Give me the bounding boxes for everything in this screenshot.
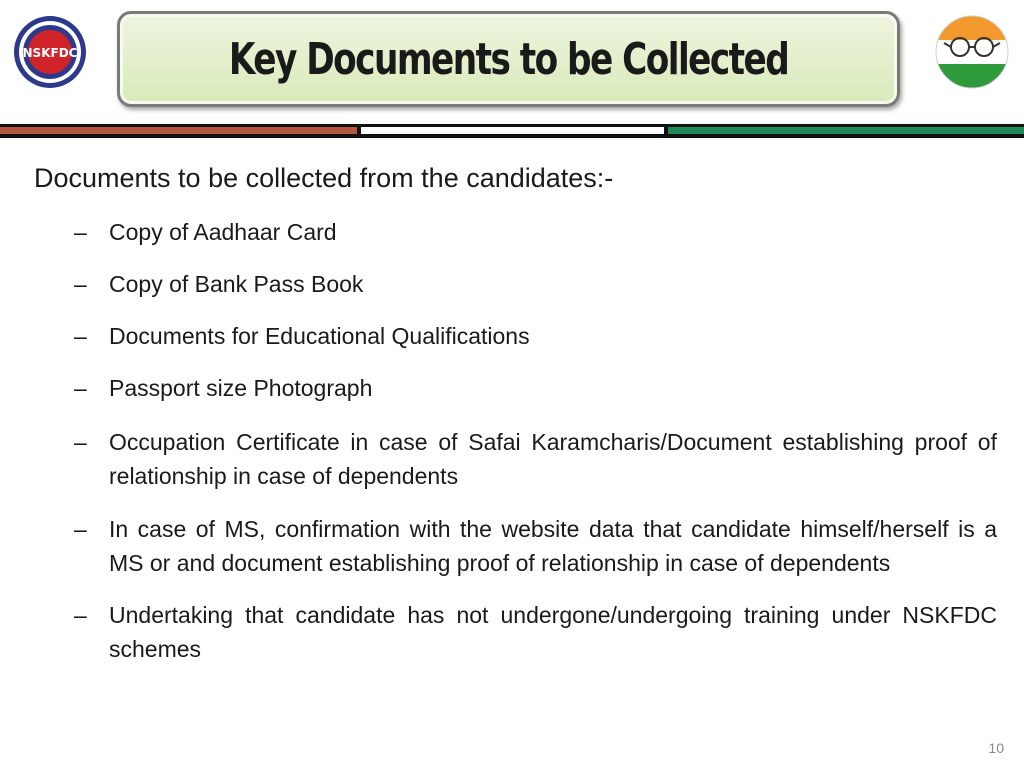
- dash-bullet: –: [74, 323, 87, 349]
- list-item: [74, 598, 997, 666]
- list-item: [74, 215, 997, 249]
- list-item: [74, 267, 997, 301]
- dash-bullet: –: [74, 271, 87, 297]
- list-item-text: Documents for Educational Qualifications: [109, 323, 530, 349]
- list-item-text: Passport size Photograph: [109, 375, 373, 401]
- list-item: [74, 512, 997, 580]
- dash-bullet: –: [74, 516, 87, 542]
- list-item-text: Copy of Aadhaar Card: [109, 219, 337, 245]
- list-item-text: In case of MS, confirmation with the website data that candidate himself/herself is a MS or and document establishing proof of relationship in case of dependents: [109, 516, 997, 576]
- documents-list: [74, 215, 997, 666]
- divider-white-segment: [361, 127, 664, 134]
- divider-green-segment: [668, 127, 1024, 134]
- dash-bullet: –: [74, 429, 87, 455]
- page-title: Key Documents to be Collected: [228, 33, 789, 85]
- list-item-text: Undertaking that candidate has not undergone/undergoing training under NSKFDC schemes: [109, 602, 997, 662]
- list-item-text: Copy of Bank Pass Book: [109, 271, 364, 297]
- list-item-text: Occupation Certificate in case of Safai Karamcharis/Document establishing proof of relationship in case of dependents: [109, 429, 997, 489]
- title-banner: [117, 11, 900, 107]
- dash-bullet: –: [74, 219, 87, 245]
- dash-bullet: –: [74, 602, 87, 628]
- swachh-bharat-logo: [934, 14, 1010, 90]
- intro-text: Documents to be collected from the candidates:-: [34, 163, 614, 193]
- divider-saffron-segment: [0, 127, 357, 134]
- list-item: [74, 319, 997, 353]
- nskfdc-logo-text: NSKFDC: [22, 46, 78, 60]
- nskfdc-logo: [12, 14, 88, 90]
- list-item: [74, 371, 997, 405]
- page-number: 10: [988, 740, 1004, 756]
- dash-bullet: –: [74, 375, 87, 401]
- list-item: [74, 425, 997, 493]
- tricolor-divider: [0, 124, 1024, 138]
